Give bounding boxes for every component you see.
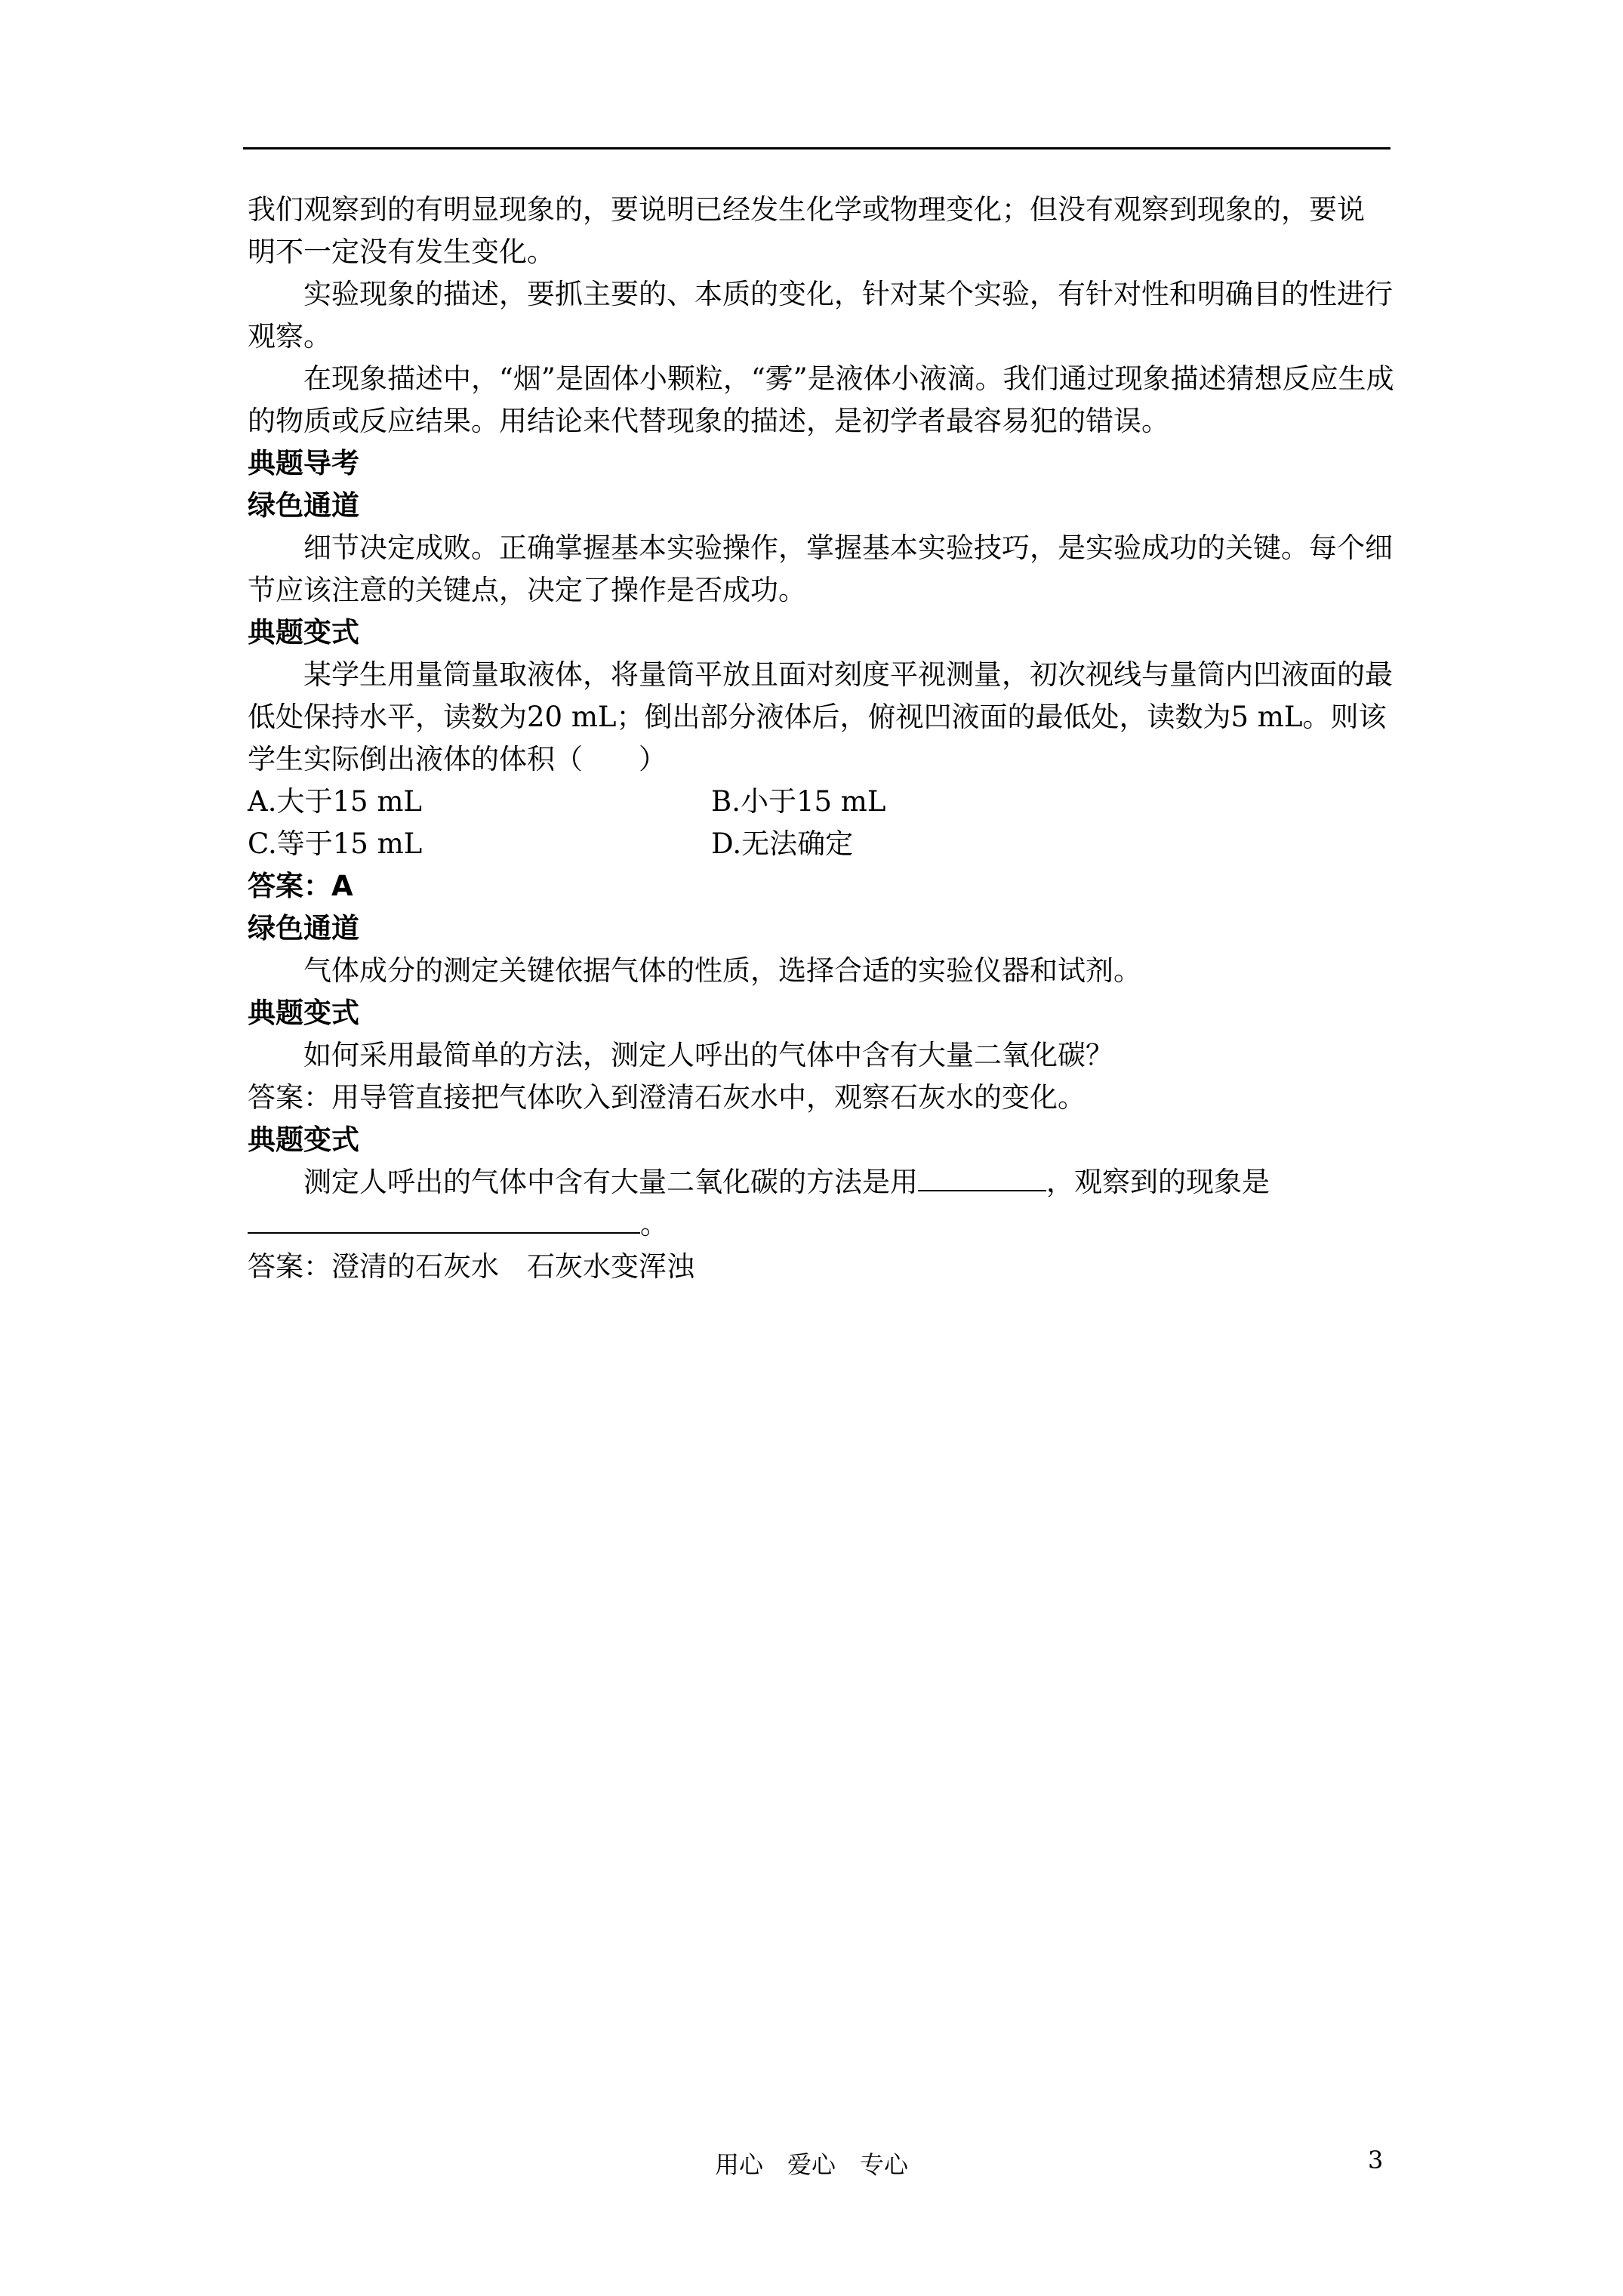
option-b: B.小于15 mL <box>711 785 886 818</box>
green-channel-text-2: 气体成分的测定关键依据气体的性质，选择合适的实验仪器和试剂。 <box>303 954 1141 987</box>
paragraph-1-line-1: 我们观察到的有明显现象的，要说明已经发生化学或物理变化；但没有观察到现象的，要说 <box>248 193 1365 226</box>
green-channel-text-1: 细节决定成败。正确掌握基本实验操作，掌握基本实验技巧，是实验成功的关键。每个细节应该注意的关键点，决定了操作是否成功。 <box>248 532 1393 606</box>
variant-question-3-cont <box>248 1203 1398 1246</box>
paragraph-3: 在现象描述中，“烟”是固体小颗粒，“雾”是液体小液滴。我们通过现象描述猜想反应生成的物质或反应结果。用结论来代替现象的描述，是初学者最容易犯的错误。 <box>248 362 1394 437</box>
variant-heading-3: 典题变式 <box>248 1123 359 1156</box>
paragraph-1-line-2: 明不一定没有发生变化。 <box>248 236 555 268</box>
variant-heading-2: 典题变式 <box>248 997 359 1029</box>
variant-question-2: 如何采用最简单的方法，测定人呼出的气体中含有大量二氧化碳？ <box>303 1039 1113 1071</box>
variant-heading-1: 典题变式 <box>248 616 359 649</box>
answer-2: 答案：用导管直接把气体吹入到澄清石灰水中，观察石灰水的变化。 <box>248 1081 1086 1114</box>
green-channel-heading-1: 绿色通道 <box>248 489 359 522</box>
question-3-part-2: ，观察到的现象是 <box>1046 1166 1270 1198</box>
variant-question-3 <box>248 1161 1398 1203</box>
page-number: 3 <box>1368 2146 1384 2174</box>
answer-blank-2 <box>248 1207 640 1234</box>
question-3-part-1: 测定人呼出的气体中含有大量二氧化碳的方法是用 <box>303 1166 918 1198</box>
option-c: C.等于15 mL <box>248 827 423 860</box>
header-rule <box>243 147 1390 149</box>
answer-1: 答案：A <box>248 870 353 902</box>
answer-blank-1 <box>918 1164 1046 1191</box>
section-title: 典题导考 <box>248 447 359 479</box>
variant-question-1: 某学生用量筒量取液体，将量筒平放且面对刻度平视测量，初次视线与量筒内凹液面的最低处保持水平，读数为20 mL；倒出部分液体后，俯视凹液面的最低处，读数为5 mL。则该学生实际倒出液体的体积（ ） <box>248 658 1393 775</box>
paragraph-2: 实验现象的描述，要抓主要的、本质的变化，针对某个实验，有针对性和明确目的性进行观察。 <box>248 278 1393 353</box>
content-body <box>248 189 1398 1288</box>
option-a: A.大于15 mL <box>248 785 422 818</box>
options-row-1 <box>248 781 1398 823</box>
answer-3: 答案：澄清的石灰水 石灰水变浑浊 <box>248 1250 694 1283</box>
options-row-2 <box>248 823 1398 865</box>
footer-slogan: 用心 爱心 专心 <box>714 2150 908 2179</box>
option-d: D.无法确定 <box>711 827 854 860</box>
question-3-end: 。 <box>640 1208 668 1240</box>
green-channel-heading-2: 绿色通道 <box>248 912 359 945</box>
